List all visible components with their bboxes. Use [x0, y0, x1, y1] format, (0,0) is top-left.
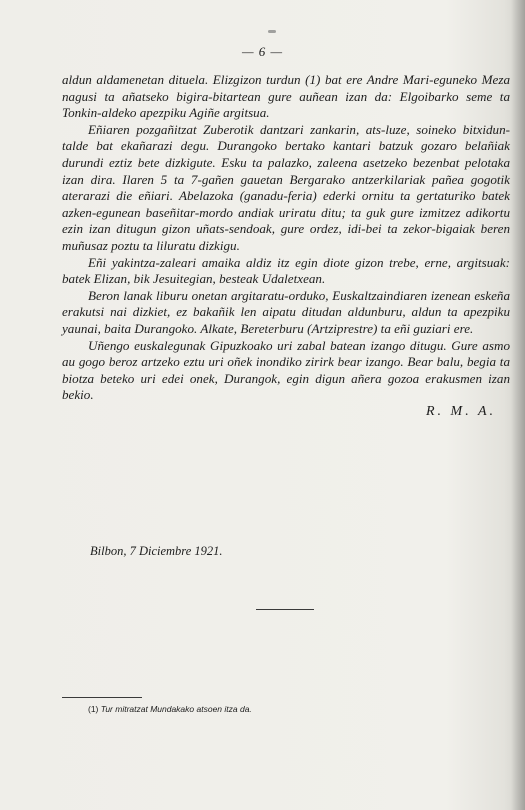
page-edge-shadow	[511, 0, 525, 810]
paragraph-4: Beron lanak liburu onetan argitaratu-orduko, Euskaltzaindiaren izenean eskeña erakutsi nai dizkiet, ez bakañik len aipatu ditudan aldunburu, aldun ta apezpiku yaunai, baita Durangoko. Alkate, Bereterburu (Artziprestre) ta eñi guziari ere.	[62, 287, 510, 336]
section-divider	[256, 609, 314, 610]
paragraph-3: Eñi yakintza-zaleari amaika aldiz itz egin diote gizon trebe, erne, argitsuak: batek Elizan, bik Jesuitegian, besteak Udaletxean.	[62, 254, 510, 287]
ink-smudge	[268, 30, 276, 33]
footnote-text: Tur mitratzat Mundakako atsoen itza da.	[100, 704, 252, 714]
body-text	[62, 72, 510, 420]
signature: R. M. A.	[425, 403, 496, 419]
paragraph-5: Uñengo euskalegunak Gipuzkoako uri zabal batean izango ditugu. Gure asmo au gogo beroz artzeko eztu uri oñek inondiko zirirk bear izango. Bear balu, begia ta biotza beteko uri edei onek, Durangok, egin digun añera gozoa erakusmen izan bekio.	[62, 337, 510, 403]
footnote-marker: (1)	[88, 704, 99, 714]
date-line: Bilbon, 7 Diciembre 1921.	[90, 544, 223, 558]
paragraph-1: aldun aldamenetan dituela. Elizgizon turdun (1) bat ere Andre Mari-eguneko Meza nagusi ta añatseko bigira-bitartean gure auñean izan da: Elgoibarko seme ta Tonkin-aldeko apezpiku Agiñe argitsua.	[62, 72, 510, 121]
paragraph-2: Eñiaren pozgañitzat Zuberotik dantzari zankarin, ats-luze, soineko bitxidun-talde bat ekañarazi degu. Durangoko bertako kantari batzuk gozaro belañiak durundi eztiz bete dizkigute. Esku ta palazko, zaleena asetzeko bezenbat pelotaka izan dira. Ilaren 5 ta 7-gañen gauetan Bergarako antzerkilariak pañea gogotik aterarazi die eñiari. Abelazoka (ganadu-feria) ederki ornitu ta gertaturiko batek azken-egunean baseñitar-mordo andiak uriratu ditu; ta guk gure izmitzez adikortu ezin izan ditugun gizon uñats-sendoak, gure ordez, idi-bei ta zekor-bigaiak beren muñusaz poztu ta liluratu dizkigu.	[62, 121, 510, 253]
page-number: — 6 —	[241, 44, 284, 59]
footnote	[88, 704, 252, 714]
footnote-rule	[62, 697, 142, 698]
